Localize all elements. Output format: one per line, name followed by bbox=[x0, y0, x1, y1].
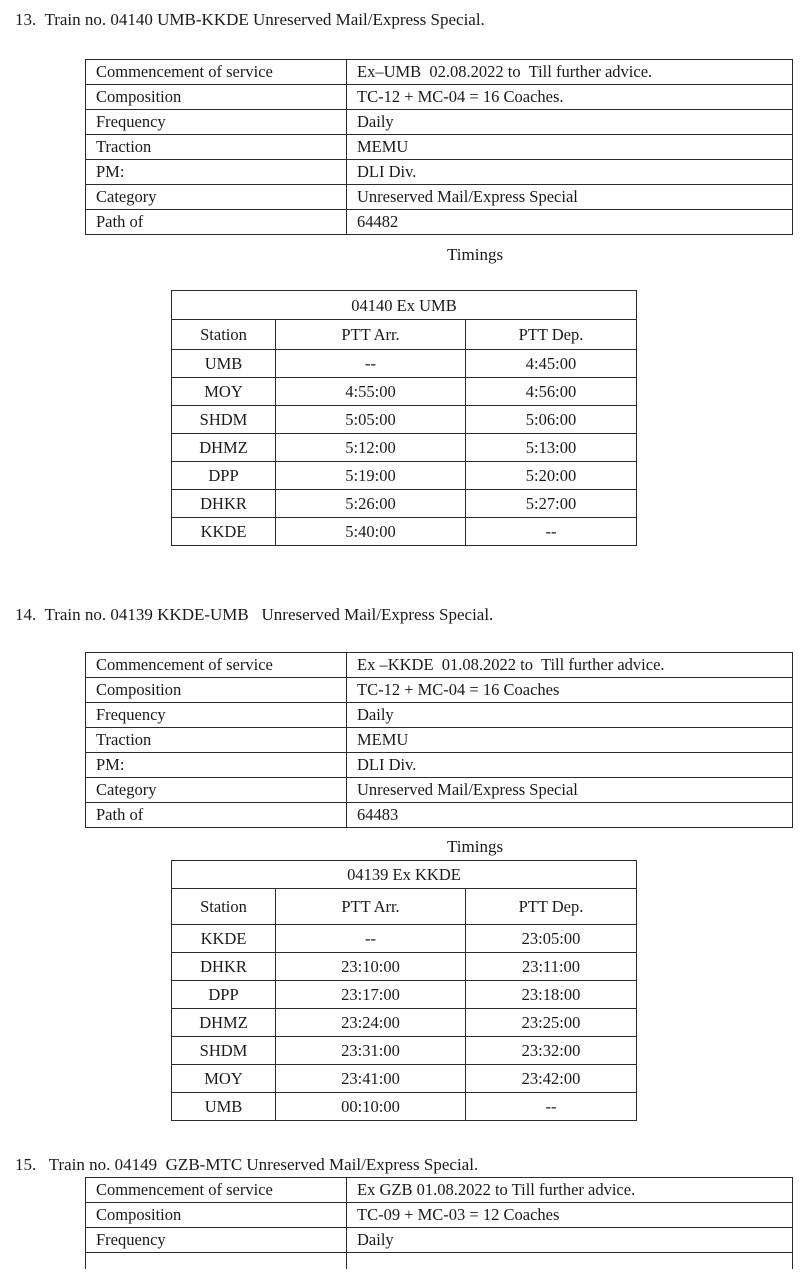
info-row bbox=[86, 1203, 793, 1228]
timing-row bbox=[172, 378, 637, 406]
arrival-cell: 4:55:00 bbox=[276, 378, 466, 406]
arrival-cell: 23:41:00 bbox=[276, 1065, 466, 1093]
departure-cell: 5:06:00 bbox=[466, 406, 637, 434]
info-key: Frequency bbox=[86, 1228, 347, 1253]
arrival-cell: 5:19:00 bbox=[276, 462, 466, 490]
station-cell: KKDE bbox=[172, 518, 276, 546]
arrival-cell: 5:26:00 bbox=[276, 490, 466, 518]
timing-row bbox=[172, 490, 637, 518]
station-cell: DPP bbox=[172, 462, 276, 490]
info-key: PM: bbox=[86, 160, 347, 185]
arrival-cell: -- bbox=[276, 350, 466, 378]
info-value: Ex–UMB 02.08.2022 to Till further advice. bbox=[347, 60, 793, 85]
info-row bbox=[86, 653, 793, 678]
info-value: TC-12 + MC-04 = 16 Coaches. bbox=[347, 85, 793, 110]
info-row bbox=[86, 110, 793, 135]
departure-cell: -- bbox=[466, 518, 637, 546]
arrival-cell: 23:24:00 bbox=[276, 1009, 466, 1037]
col-header-departure: PTT Dep. bbox=[466, 320, 637, 350]
timing-row bbox=[172, 925, 637, 953]
arrival-cell: 5:05:00 bbox=[276, 406, 466, 434]
departure-cell: 4:56:00 bbox=[466, 378, 637, 406]
section-14-timings-label: Timings bbox=[447, 837, 504, 856]
arrival-cell: 23:10:00 bbox=[276, 953, 466, 981]
info-value: Ex –KKDE 01.08.2022 to Till further advice. bbox=[347, 653, 793, 678]
info-value: 64482 bbox=[347, 210, 793, 235]
info-key bbox=[86, 1253, 347, 1270]
timing-row bbox=[172, 1093, 637, 1121]
section-13-timings-label: Timings bbox=[447, 245, 504, 264]
info-row-cut-off bbox=[86, 1253, 793, 1270]
timing-row bbox=[172, 953, 637, 981]
station-cell: UMB bbox=[172, 350, 276, 378]
timing-row bbox=[172, 981, 637, 1009]
timing-row bbox=[172, 350, 637, 378]
col-header-departure: PTT Dep. bbox=[466, 889, 637, 925]
info-value: MEMU bbox=[347, 135, 793, 160]
departure-cell: 23:32:00 bbox=[466, 1037, 637, 1065]
station-cell: DPP bbox=[172, 981, 276, 1009]
info-value: Ex GZB 01.08.2022 to Till further advice. bbox=[347, 1178, 793, 1203]
info-row bbox=[86, 160, 793, 185]
timing-row bbox=[172, 1009, 637, 1037]
col-header-station: Station bbox=[172, 320, 276, 350]
departure-cell: 23:11:00 bbox=[466, 953, 637, 981]
station-cell: DHMZ bbox=[172, 1009, 276, 1037]
info-row bbox=[86, 753, 793, 778]
info-key: Composition bbox=[86, 1203, 347, 1228]
info-row bbox=[86, 1178, 793, 1203]
info-key: Category bbox=[86, 778, 347, 803]
station-cell: MOY bbox=[172, 378, 276, 406]
departure-cell: 23:25:00 bbox=[466, 1009, 637, 1037]
departure-cell: 23:42:00 bbox=[466, 1065, 637, 1093]
info-key: Path of bbox=[86, 210, 347, 235]
timing-row bbox=[172, 1037, 637, 1065]
station-cell: SHDM bbox=[172, 1037, 276, 1065]
info-row bbox=[86, 778, 793, 803]
info-row bbox=[86, 135, 793, 160]
departure-cell: 5:27:00 bbox=[466, 490, 637, 518]
arrival-cell: -- bbox=[276, 925, 466, 953]
timing-row bbox=[172, 518, 637, 546]
timing-row bbox=[172, 406, 637, 434]
info-row bbox=[86, 728, 793, 753]
timing-row bbox=[172, 1065, 637, 1093]
section-13-info-table bbox=[85, 59, 793, 235]
info-row bbox=[86, 1228, 793, 1253]
departure-cell: 4:45:00 bbox=[466, 350, 637, 378]
section-15-info-table bbox=[85, 1177, 793, 1269]
arrival-cell: 23:17:00 bbox=[276, 981, 466, 1009]
info-value bbox=[347, 1253, 793, 1270]
station-cell: SHDM bbox=[172, 406, 276, 434]
station-cell: KKDE bbox=[172, 925, 276, 953]
timing-row bbox=[172, 462, 637, 490]
arrival-cell: 5:40:00 bbox=[276, 518, 466, 546]
station-cell: DHMZ bbox=[172, 434, 276, 462]
info-key: Composition bbox=[86, 85, 347, 110]
info-row bbox=[86, 185, 793, 210]
departure-cell: 5:13:00 bbox=[466, 434, 637, 462]
section-14-info-table bbox=[85, 652, 793, 828]
info-value: 64483 bbox=[347, 803, 793, 828]
info-key: PM: bbox=[86, 753, 347, 778]
info-value: TC-12 + MC-04 = 16 Coaches bbox=[347, 678, 793, 703]
col-header-arrival: PTT Arr. bbox=[276, 320, 466, 350]
info-key: Frequency bbox=[86, 110, 347, 135]
info-key: Commencement of service bbox=[86, 653, 347, 678]
info-key: Traction bbox=[86, 728, 347, 753]
section-14-timing-table bbox=[171, 860, 637, 1121]
arrival-cell: 23:31:00 bbox=[276, 1037, 466, 1065]
station-cell: UMB bbox=[172, 1093, 276, 1121]
timing-table-title: 04139 Ex KKDE bbox=[172, 861, 637, 889]
station-cell: DHKR bbox=[172, 953, 276, 981]
timing-row bbox=[172, 434, 637, 462]
info-key: Path of bbox=[86, 803, 347, 828]
info-value: Unreserved Mail/Express Special bbox=[347, 185, 793, 210]
info-value: Daily bbox=[347, 703, 793, 728]
departure-cell: 23:18:00 bbox=[466, 981, 637, 1009]
arrival-cell: 00:10:00 bbox=[276, 1093, 466, 1121]
info-key: Commencement of service bbox=[86, 60, 347, 85]
info-value: MEMU bbox=[347, 728, 793, 753]
info-value: DLI Div. bbox=[347, 753, 793, 778]
info-row bbox=[86, 85, 793, 110]
col-header-arrival: PTT Arr. bbox=[276, 889, 466, 925]
section-14-heading: 14. Train no. 04139 KKDE-UMB Unreserved Mail/Express Special. bbox=[15, 605, 494, 624]
section-13-heading: 13. Train no. 04140 UMB-KKDE Unreserved Mail/Express Special. bbox=[15, 10, 485, 29]
info-key: Category bbox=[86, 185, 347, 210]
station-cell: MOY bbox=[172, 1065, 276, 1093]
departure-cell: 5:20:00 bbox=[466, 462, 637, 490]
arrival-cell: 5:12:00 bbox=[276, 434, 466, 462]
info-value: Daily bbox=[347, 1228, 793, 1253]
info-key: Composition bbox=[86, 678, 347, 703]
info-key: Traction bbox=[86, 135, 347, 160]
info-key: Frequency bbox=[86, 703, 347, 728]
info-row bbox=[86, 803, 793, 828]
info-value: TC-09 + MC-03 = 12 Coaches bbox=[347, 1203, 793, 1228]
col-header-station: Station bbox=[172, 889, 276, 925]
info-value: Unreserved Mail/Express Special bbox=[347, 778, 793, 803]
info-value: DLI Div. bbox=[347, 160, 793, 185]
info-row bbox=[86, 60, 793, 85]
station-cell: DHKR bbox=[172, 490, 276, 518]
info-row bbox=[86, 703, 793, 728]
info-value: Daily bbox=[347, 110, 793, 135]
departure-cell: -- bbox=[466, 1093, 637, 1121]
departure-cell: 23:05:00 bbox=[466, 925, 637, 953]
section-13-timing-table bbox=[171, 290, 637, 546]
timing-table-title: 04140 Ex UMB bbox=[172, 291, 637, 320]
section-15-heading: 15. Train no. 04149 GZB-MTC Unreserved Mail/Express Special. bbox=[15, 1155, 479, 1174]
info-row bbox=[86, 678, 793, 703]
info-row bbox=[86, 210, 793, 235]
info-key: Commencement of service bbox=[86, 1178, 347, 1203]
